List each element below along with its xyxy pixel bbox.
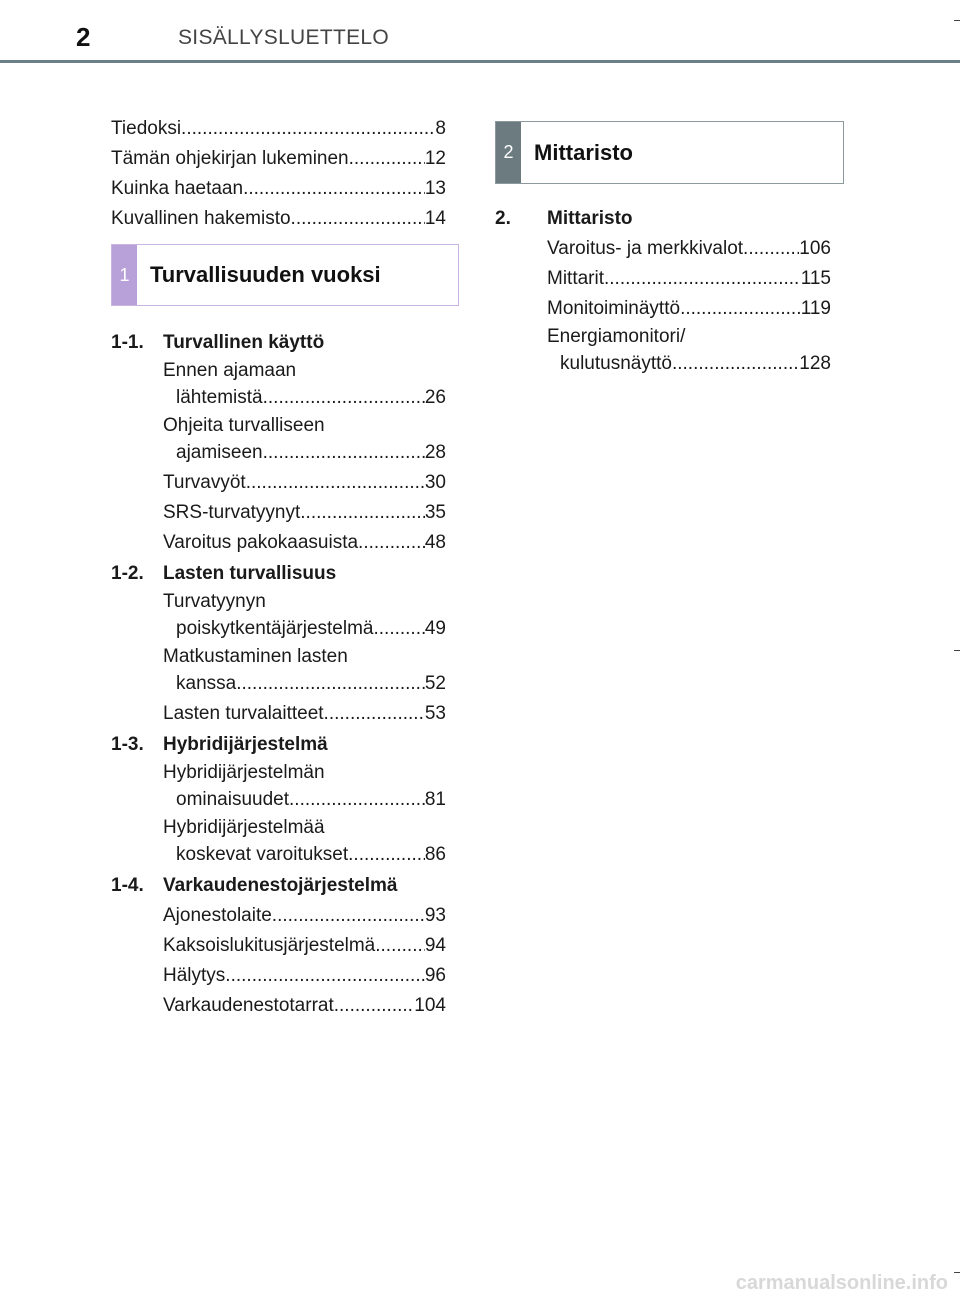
toc-entry-line: Hybridijärjestelmän <box>163 762 325 783</box>
toc-entry-line: Ennen ajamaan <box>163 360 297 381</box>
toc-entry[interactable]: Kuinka haetaan ..... 13 <box>111 174 446 204</box>
toc-entry[interactable]: Kaksoislukitusjärjestelmä ..... 94 <box>163 931 446 961</box>
toc-entry-line: Matkustaminen lasten <box>163 646 348 667</box>
section-heading[interactable]: 1-1. Turvallinen käyttö <box>111 332 325 353</box>
page-number: 2 <box>76 22 91 52</box>
toc-entry[interactable]: Turvavyöt ..... 30 <box>163 468 446 498</box>
toc-entry[interactable]: Tämän ohjekirjan lukeminen ..... 12 <box>111 144 446 174</box>
toc-chapter-2-list <box>495 203 831 379</box>
toc-entry-line: Hybridijärjestelmää <box>163 817 325 838</box>
toc-entry[interactable]: Varoitus pakokaasuista ..... 48 <box>163 528 446 558</box>
toc-intro-list <box>111 114 446 234</box>
toc-entry[interactable]: Hälytys ..... 96 <box>163 961 446 991</box>
page-header <box>0 0 960 64</box>
toc-entry[interactable]: Ajonestolaite ..... 93 <box>163 901 446 931</box>
toc-entry[interactable]: Kuvallinen hakemisto ..... 14 <box>111 204 446 234</box>
toc-entry[interactable]: Tiedoksi ..... 8 <box>111 114 446 144</box>
toc-entry[interactable]: koskevat varoitukset ..... 86 <box>163 840 446 870</box>
section-heading[interactable]: 1-4. Varkaudenestojärjestelmä <box>111 875 398 896</box>
page-title: SISÄLLYSLUETTELO <box>178 26 389 49</box>
chapter-number-tab: 1 <box>112 245 137 305</box>
toc-entry[interactable]: Varkaudenestotarrat ..... 104 <box>163 991 446 1021</box>
toc-entry[interactable]: poiskytkentäjärjestelmä ..... 49 <box>163 614 446 644</box>
section-heading[interactable]: 2. Mittaristo <box>495 208 633 229</box>
toc-entry-line: Energiamonitori/ <box>547 326 686 347</box>
chapter-1-heading[interactable] <box>111 244 459 306</box>
chapter-title: Mittaristo <box>534 139 633 165</box>
toc-entry[interactable]: lähtemistä ..... 26 <box>163 383 446 413</box>
header-divider <box>0 60 960 63</box>
crop-mark <box>954 20 960 21</box>
toc-entry[interactable]: Varoitus- ja merkkivalot ..... 106 <box>547 234 831 264</box>
toc-entry[interactable]: SRS-turvatyynyt ..... 35 <box>163 498 446 528</box>
crop-mark <box>954 650 960 651</box>
chapter-2-heading[interactable] <box>495 121 844 184</box>
chapter-title: Turvallisuuden vuoksi <box>150 262 381 287</box>
chapter-number-tab: 2 <box>496 122 521 183</box>
toc-entry[interactable]: ominaisuudet ..... 81 <box>163 785 446 815</box>
toc-entry[interactable]: ajamiseen ..... 28 <box>163 438 446 468</box>
toc-chapter-1-list <box>111 327 446 1021</box>
section-heading[interactable]: 1-3. Hybridijärjestelmä <box>111 734 328 755</box>
toc-entry[interactable]: kanssa ..... 52 <box>163 669 446 699</box>
toc-entry-line: Ohjeita turvalliseen <box>163 415 325 436</box>
crop-mark <box>954 1272 960 1273</box>
toc-entry-line: Turvatyynyn <box>163 591 266 612</box>
toc-entry[interactable]: Monitoiminäyttö ..... 119 <box>547 294 831 324</box>
toc-entry[interactable]: Lasten turvalaitteet ..... 53 <box>163 699 446 729</box>
toc-entry[interactable]: Mittarit ..... 115 <box>547 264 831 294</box>
toc-entry[interactable]: kulutusnäyttö ..... 128 <box>547 349 831 379</box>
section-heading[interactable]: 1-2. Lasten turvallisuus <box>111 563 337 584</box>
watermark: carmanualsonline.info <box>735 1272 948 1294</box>
